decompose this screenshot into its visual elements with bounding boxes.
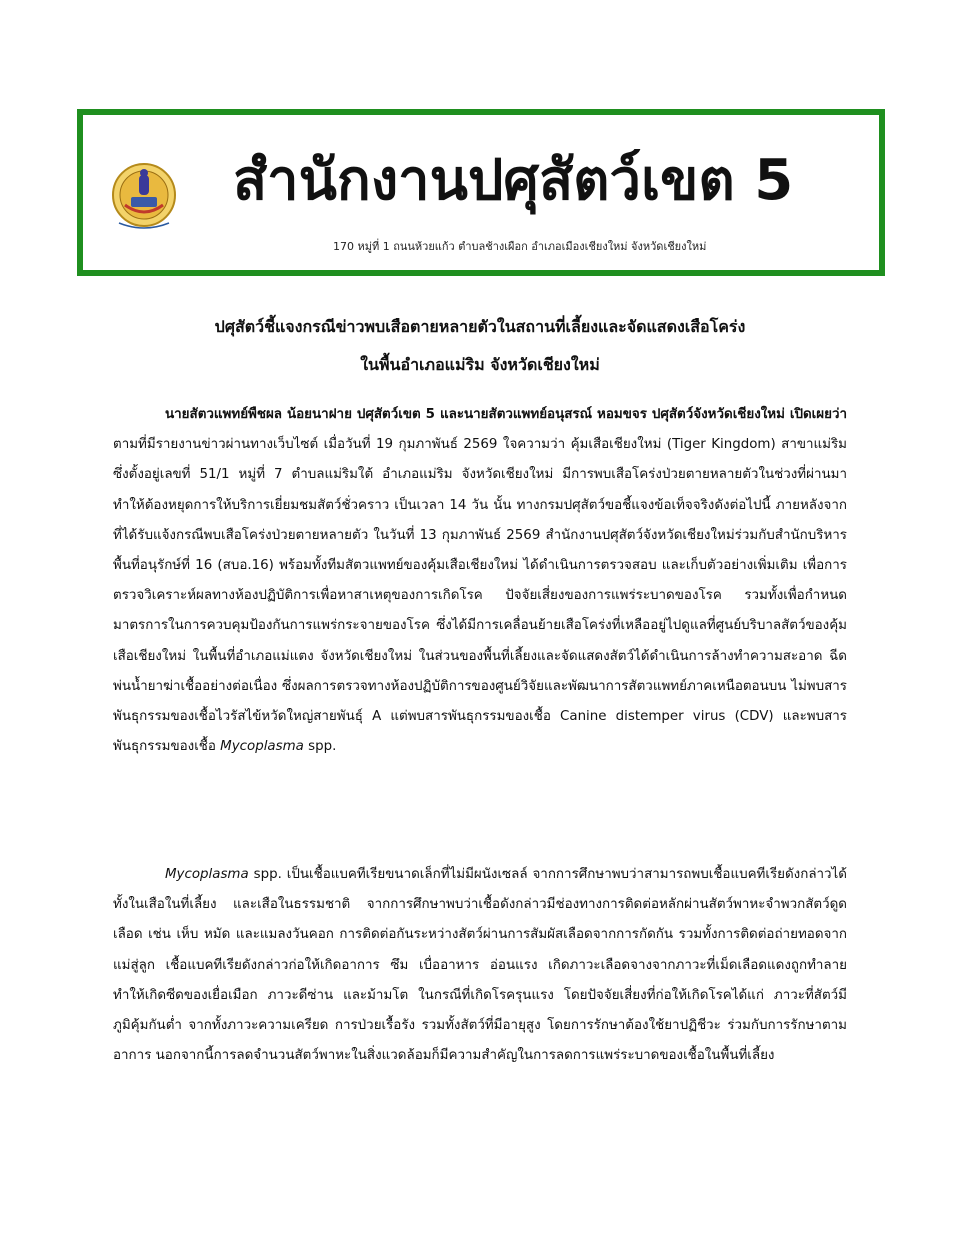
paragraph-1-tail: spp. bbox=[303, 739, 337, 755]
department-seal-icon bbox=[111, 161, 177, 233]
paragraph-2-italic-term: Mycoplasma bbox=[165, 867, 249, 882]
paragraph-1-body: ตามที่มีรายงานข่าวผ่านทางเว็บไซต์ เมื่อวันที่ 19 กุมภาพันธ์ 2569 ใจความว่า คุ้มเสือเชียงใหม่ (Tiger Kingdom) สาขาแม่ริม ซึ่งตั้งอยู่เลขที่ 51/1 หมู่ที่ 7 ตำบลแม่ริมใต้ อำเภอแม่ริม จังหวัดเชียงใหม่ มีการพบเสือโคร่งป่วยตายหลายตัวในช่วงที่ผ่านมา ทำให้ต้องหยุดการให้บริการเยี่ยมชมสัตว์ชั่วคราว เป็นเวลา 14 วัน นั้น ทางกรมปศุสัตว์ขอชี้แจงข้อเท็จจริงดังต่อไปนี้ ภายหลังจากที่ได้รับแจ้งกรณีพบเสือโคร่งป่วยตายหลายตัว ในวันที่ 13 กุมภาพันธ์ 2569 สำนักงานปศุสัตว์จังหวัดเชียงใหม่ร่วมกับสำนักบริหารพื้นที่อนุรักษ์ที่ 16 (สบอ.16) พร้อมทั้งทีมสัตวแพทย์ของคุ้มเสือเชียงใหม่ ได้ดำเนินการตรวจสอบ และเก็บตัวอย่างเพิ่มเติม เพื่อการตรวจวิเคราะห์ผลทางห้องปฏิบัติการเพื่อหาสาเหตุของการเกิดโรค ปัจจัยเสี่ยงของการแพร่ระบาดของโรค รวมทั้งเพื่อกำหนดมาตรการในการควบคุมป้องกันการแพร่กระจายของโรค ซึ่งได้มีการเคลื่อนย้ายเสือโคร่งที่เหลืออยู่ไปดูแลที่ศูนย์บริบาลสัตว์ของคุ้มเสือเชียงใหม่ ในพื้นที่อำเภอแม่แตง จังหวัดเชียงใหม่ ในส่วนของพื้นที่เลี้ยงและจัดแสดงสัตว์ได้ดำเนินการล้างทำความสะอาด ฉีดพ่นน้ำยาฆ่าเชื้ออย่างต่อเนื่อง ซึ่งผลการตรวจทางห้องปฏิบัติการของศูนย์วิจัยและพัฒนาการสัตวแพทย์ภาคเหนือตอนบน ไม่พบสารพันธุกรรมของเชื้อไวรัสไข้หวัดใหญ่สายพันธุ์ A แต่พบสารพันธุกรรมของเชื้อ Canine distemper virus (CDV) และพบสารพันธุกรรมของเชื้อ bbox=[113, 437, 847, 755]
office-address: 170 หมู่ที่ 1 ถนนห้วยแก้ว ตำบลช้างเผือก อำเภอเมืองเชียงใหม่ จังหวัดเชียงใหม่ bbox=[333, 240, 707, 253]
headline-line-1: ปศุสัตว์ชี้แจงกรณีข่าวพบเสือตายหลายตัวในสถานที่เลี้ยงและจัดแสดงเสือโคร่ง bbox=[214, 317, 746, 336]
paragraph-1 bbox=[113, 400, 847, 762]
office-name: สำนักงานปศุสัตว์เขต 5 bbox=[233, 148, 794, 213]
paragraph-1-lead: นายสัตวแพทย์พืชผล น้อยนาฝาย ปศุสัตว์เขต 5 และนายสัตวแพทย์อนุสรณ์ หอมขจร ปศุสัตว์จังหวัดเชียงใหม่ เปิดเผยว่า bbox=[165, 407, 847, 422]
paragraph-2-body: spp. เป็นเชื้อแบคทีเรียขนาดเล็กที่ไม่มีผนังเซลล์ จากการศึกษาพบว่าสามารถพบเชื้อแบคทีเรียดังกล่าวได้ทั้งในเสือในที่เลี้ยง และเสือในธรรมชาติ จากการศึกษาพบว่าเชื้อดังกล่าวมีช่องทางการติดต่อหลักผ่านสัตว์พาหะจำพวกสัตว์ดูดเลือด เช่น เห็บ หมัด และแมลงวันคอก การติดต่อกันระหว่างสัตว์ผ่านการสัมผัสเลือดจากการกัดกัน รวมทั้งการติดต่อถ่ายทอดจากแม่สู่ลูก เชื้อแบคทีเรียดังกล่าวก่อให้เกิดอาการ ซึม เบื่ออาหาร อ่อนแรง เกิดภาวะเลือดจางจากภาวะที่เม็ดเลือดแดงถูกทำลาย ทำให้เกิดซีดของเยื่อเมือก ภาวะดีซ่าน และม้ามโต ในกรณีที่เกิดโรครุนแรง โดยปัจจัยเสี่ยงที่ก่อให้เกิดโรคได้แก่ ภาวะที่สัตว์มีภูมิคุ้มกันต่ำ จากทั้งภาวะความเครียด การป่วยเรื้อรัง รวมทั้งสัตว์ที่มีอายุสูง โดยการรักษาต้องใช้ยาปฏิชีวะ ร่วมกับการรักษาตามอาการ นอกจากนี้การลดจำนวนสัตว์พาหะในสิ่งแวดล้อมก็มีความสำคัญในการลดการแพร่ระบาดของเชื้อในพื้นที่เลี้ยง bbox=[113, 867, 847, 1064]
paragraph-2 bbox=[113, 860, 847, 1071]
paragraph-1-italic-term: Mycoplasma bbox=[220, 739, 304, 755]
headline-line-2: ในพื้นอำเภอแม่ริม จังหวัดเชียงใหม่ bbox=[360, 355, 600, 374]
letterhead-box bbox=[77, 109, 885, 276]
